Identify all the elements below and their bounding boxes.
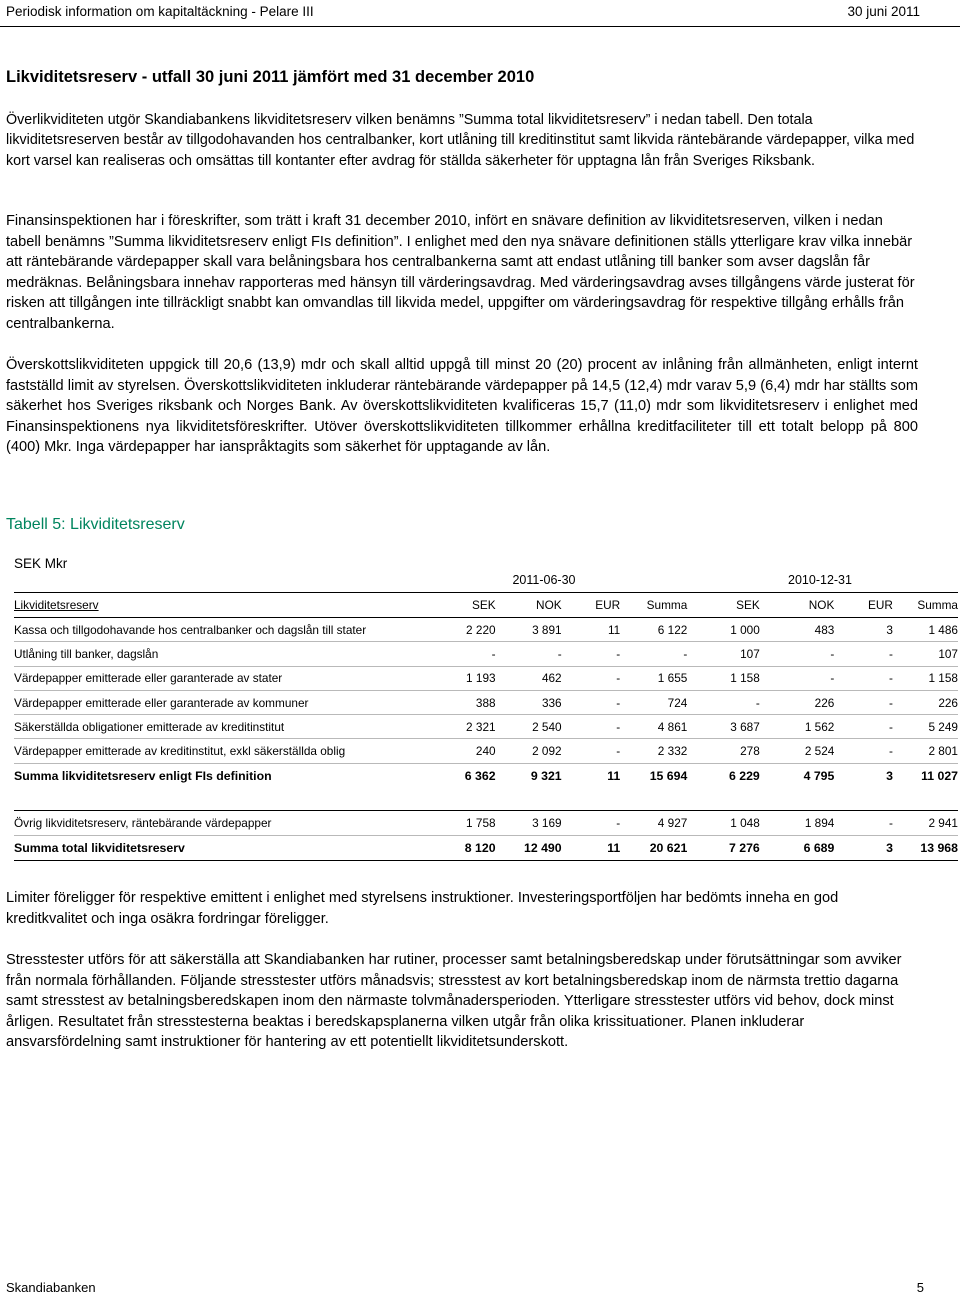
table-cell: 3 169 (496, 810, 562, 835)
table-cell: 15 694 (649, 768, 688, 783)
table-cell: - (562, 642, 621, 666)
table-header-row (14, 593, 958, 618)
table-cell: 462 (496, 666, 562, 690)
table-cell: 11 (562, 618, 621, 642)
table-cell: 1 486 (893, 618, 958, 642)
column-header: EUR (834, 593, 893, 618)
table-cell: 11 (607, 768, 621, 783)
table-cell: 388 (432, 690, 496, 714)
period-label-2011: 2011-06-30 (512, 573, 576, 587)
table-unit: SEK Mkr (14, 556, 68, 571)
table-cell: 1 655 (620, 666, 687, 690)
row-label: Utlåning till banker, dagslån (14, 642, 432, 666)
table-cell: 9 321 (530, 768, 562, 783)
table-cell: 483 (760, 618, 835, 642)
other-reserve-row (14, 810, 958, 835)
row-label: Kassa och tillgodohavande hos centralbanker och dagslån till stater (14, 618, 432, 642)
table-row (14, 690, 958, 714)
row-label: Summa total likviditetsreserv (14, 835, 432, 860)
column-header: EUR (562, 593, 621, 618)
page-footer (0, 1280, 960, 1295)
table-cell: - (562, 666, 621, 690)
table-cell: 6 122 (620, 618, 687, 642)
paragraph-limits: Limiter föreligger för respektive emittent i enlighet med styrelsens instruktioner. Investeringsportföljen har bedömts inneha en god kreditkvalitet och inga osäkra fordringar föreligger. (6, 890, 839, 927)
column-header: NOK (760, 593, 835, 618)
table-cell: 1 048 (687, 810, 759, 835)
column-header: NOK (496, 593, 562, 618)
table-cell: 6 362 (464, 768, 496, 783)
row-label: Värdepapper emitterade eller garanterade av kommuner (14, 690, 432, 714)
paragraph-fi-definition: Finansinspektionen har i föreskrifter, som trätt i kraft 31 december 2010, infört en snävare definition av likviditetsreserven, vilken i nedan tabell benämns ”Summa likviditetsreserv enligt FIs definition”. I enlighet med den nya snävare definitionen ställs ytterligare krav vilka innebär att räntebärande värdepapper skall vara belåningsbara hos centralbankerna samt att endast utlåning till banker som avser dagslån får medräknas. Belåningsbara innehav rapporteras med hänsyn till värderingsavdrag. Med värderingsavdrag avses tillgångens värde justerat för risken att tillgången inte tillräckligt snabbt kan omvandlas till likvida medel, uppgifter om värderingsavdrag för respektive tillgång erhålls från centralbankerna. (6, 213, 915, 332)
table-cell: 240 (432, 739, 496, 763)
row-label: Värdepapper emitterade eller garanterade av stater (14, 666, 432, 690)
table-cell: 1 158 (687, 666, 759, 690)
row-label: Summa likviditetsreserv enligt FIs definition (14, 768, 272, 783)
sum-fi-row (14, 763, 958, 788)
column-header: SEK (687, 593, 759, 618)
table-cell: 2 941 (893, 810, 958, 835)
table-cell: 11 027 (921, 768, 958, 783)
table-row (14, 618, 958, 642)
header-date: 30 juni 2011 (847, 3, 920, 19)
table-cell: 11 (562, 835, 621, 860)
table-row (14, 739, 958, 763)
table-cell: 3 (834, 835, 893, 860)
table-cell: 4 861 (620, 715, 687, 739)
liquidity-reserve-table (14, 592, 958, 861)
table-cell: - (834, 642, 893, 666)
table-cell: 5 249 (893, 715, 958, 739)
table-cell: 6 689 (760, 835, 835, 860)
table-cell: - (760, 642, 835, 666)
table-cell: 2 092 (496, 739, 562, 763)
table-cell: 3 891 (496, 618, 562, 642)
table-cell: 1 758 (432, 810, 496, 835)
table-cell: 13 968 (893, 835, 958, 860)
paragraph-liquidity-definition: Överlikviditeten utgör Skandiabankens likviditetsreserv vilken benämns ”Summa total likviditetsreserv” i nedan tabell. Den totala likviditetsreserven består av tillgodohavanden hos centralbanker, kort utlåning till kreditinstitut samt likvida räntebärande värdepapper, vilka med kort varsel kan realiseras och omsättas till kontanter efter avdrag för ställda säkerheter för upptagna lån från Sveriges Riksbank. (6, 112, 915, 169)
table-cell: 336 (496, 690, 562, 714)
table-cell: 2 524 (760, 739, 835, 763)
table-cell: 6 229 (728, 768, 760, 783)
paragraph-stress-tests: Stresstester utförs för att säkerställa att Skandiabanken har rutiner, processer samt betalningsberedskap under förutsättningar som avviker från normala förhållanden. Följande stresstester utförs månadsvis; stresstest av kort betalningsberedskap inom de närmsta trettio dagarna samt stresstest av betalningsberedskapen inom den närmaste tolvmånadersperioden. Ytterligare stresstester utförs vid behov, dock minst årligen. Resultatet från stresstesterna beaktas i beredskapsplanerna vilken utgår från olika krissituationer. Planen inkluderar ansvarsfördelning samt instruktioner för hantering av ett potentiellt likviditetsunderskott. (6, 952, 902, 1051)
table-cell: - (760, 666, 835, 690)
header-title: Periodisk information om kapitaltäckning - Pelare III (6, 3, 314, 19)
table-cell: 107 (687, 642, 759, 666)
table-cell: 7 276 (687, 835, 759, 860)
row-label: Övrig likviditetsreserv, räntebärande värdepapper (14, 810, 432, 835)
table-cell: 8 120 (432, 835, 496, 860)
table-cell: 1 193 (432, 666, 496, 690)
table-cell: - (620, 642, 687, 666)
table-cell: - (687, 690, 759, 714)
table-cell: 2 332 (620, 739, 687, 763)
row-label: Värdepapper emitterade av kreditinstitut, exkl säkerställda oblig (14, 739, 432, 763)
footer-company: Skandiabanken (6, 1280, 96, 1295)
table-cell: 3 (886, 768, 893, 783)
column-header: Summa (620, 593, 687, 618)
table-title: Tabell 5: Likviditetsreserv (6, 516, 185, 533)
table-cell: - (834, 739, 893, 763)
table-cell: 2 801 (893, 739, 958, 763)
table-cell: 2 220 (432, 618, 496, 642)
table-cell: 2 321 (432, 715, 496, 739)
table-cell: 2 540 (496, 715, 562, 739)
table-cell: - (834, 690, 893, 714)
page-header (0, 0, 960, 22)
table-cell: 3 (834, 618, 893, 642)
table-cell: - (834, 810, 893, 835)
header-rule (0, 26, 960, 27)
table-cell: 1 158 (893, 666, 958, 690)
column-header: SEK (432, 593, 496, 618)
table-row (14, 715, 958, 739)
table-cell: 226 (760, 690, 835, 714)
table-cell: 107 (893, 642, 958, 666)
table-row (14, 666, 958, 690)
table-cell: 12 490 (496, 835, 562, 860)
table-cell: 278 (687, 739, 759, 763)
table-cell: - (432, 642, 496, 666)
table-cell: 1 562 (760, 715, 835, 739)
table-cell: 724 (620, 690, 687, 714)
table-cell: 1 894 (760, 810, 835, 835)
row-label: Säkerställda obligationer emitterade av kreditinstitut (14, 715, 432, 739)
table-cell: - (496, 642, 562, 666)
table-cell: 4 927 (620, 810, 687, 835)
column-header-label: Likviditetsreserv (14, 593, 432, 618)
page-number: 5 (916, 1280, 924, 1295)
sum-total-row (14, 835, 958, 860)
table-cell: - (562, 739, 621, 763)
period-label-2010: 2010-12-31 (788, 573, 852, 587)
table-spacer (14, 788, 958, 811)
table-cell: - (562, 715, 621, 739)
table-cell: 20 621 (620, 835, 687, 860)
table-cell: - (834, 666, 893, 690)
table-cell: 4 795 (803, 768, 835, 783)
table-cell: - (562, 690, 621, 714)
table-cell: 226 (893, 690, 958, 714)
table-cell: - (562, 810, 621, 835)
table-cell: 1 000 (687, 618, 759, 642)
table-cell: 3 687 (687, 715, 759, 739)
table-row (14, 642, 958, 666)
table-cell: - (834, 715, 893, 739)
column-header: Summa (893, 593, 958, 618)
section-heading: Likviditetsreserv - utfall 30 juni 2011 jämfört med 31 december 2010 (6, 68, 535, 86)
paragraph-excess-liquidity: Överskottslikviditeten uppgick till 20,6 (13,9) mdr och skall alltid uppgå till minst 20 (20) procent av inlåning från allmänheten, enligt internt fastställd limit av styrelsen. Överskottslikviditeten inkluderar räntebärande värdepapper på 14,5 (12,4) mdr varav 5,9 (6,4) mdr har ställts som säkerhet hos Sveriges riksbank och Norges Bank. Av överskottslikviditeten kvalificeras 15,7 (11,0) mdr som likviditetsreserv i enlighet med Finansinspektionens nya likviditetsföreskrifter. Utöver överskottslikviditeten tillkommer erhållna kreditfaciliteter till ett totalt belopp på 800 (400) Mkr. Inga värdepapper har ianspråktagits som säkerhet för upptagande av lån. (6, 357, 918, 456)
